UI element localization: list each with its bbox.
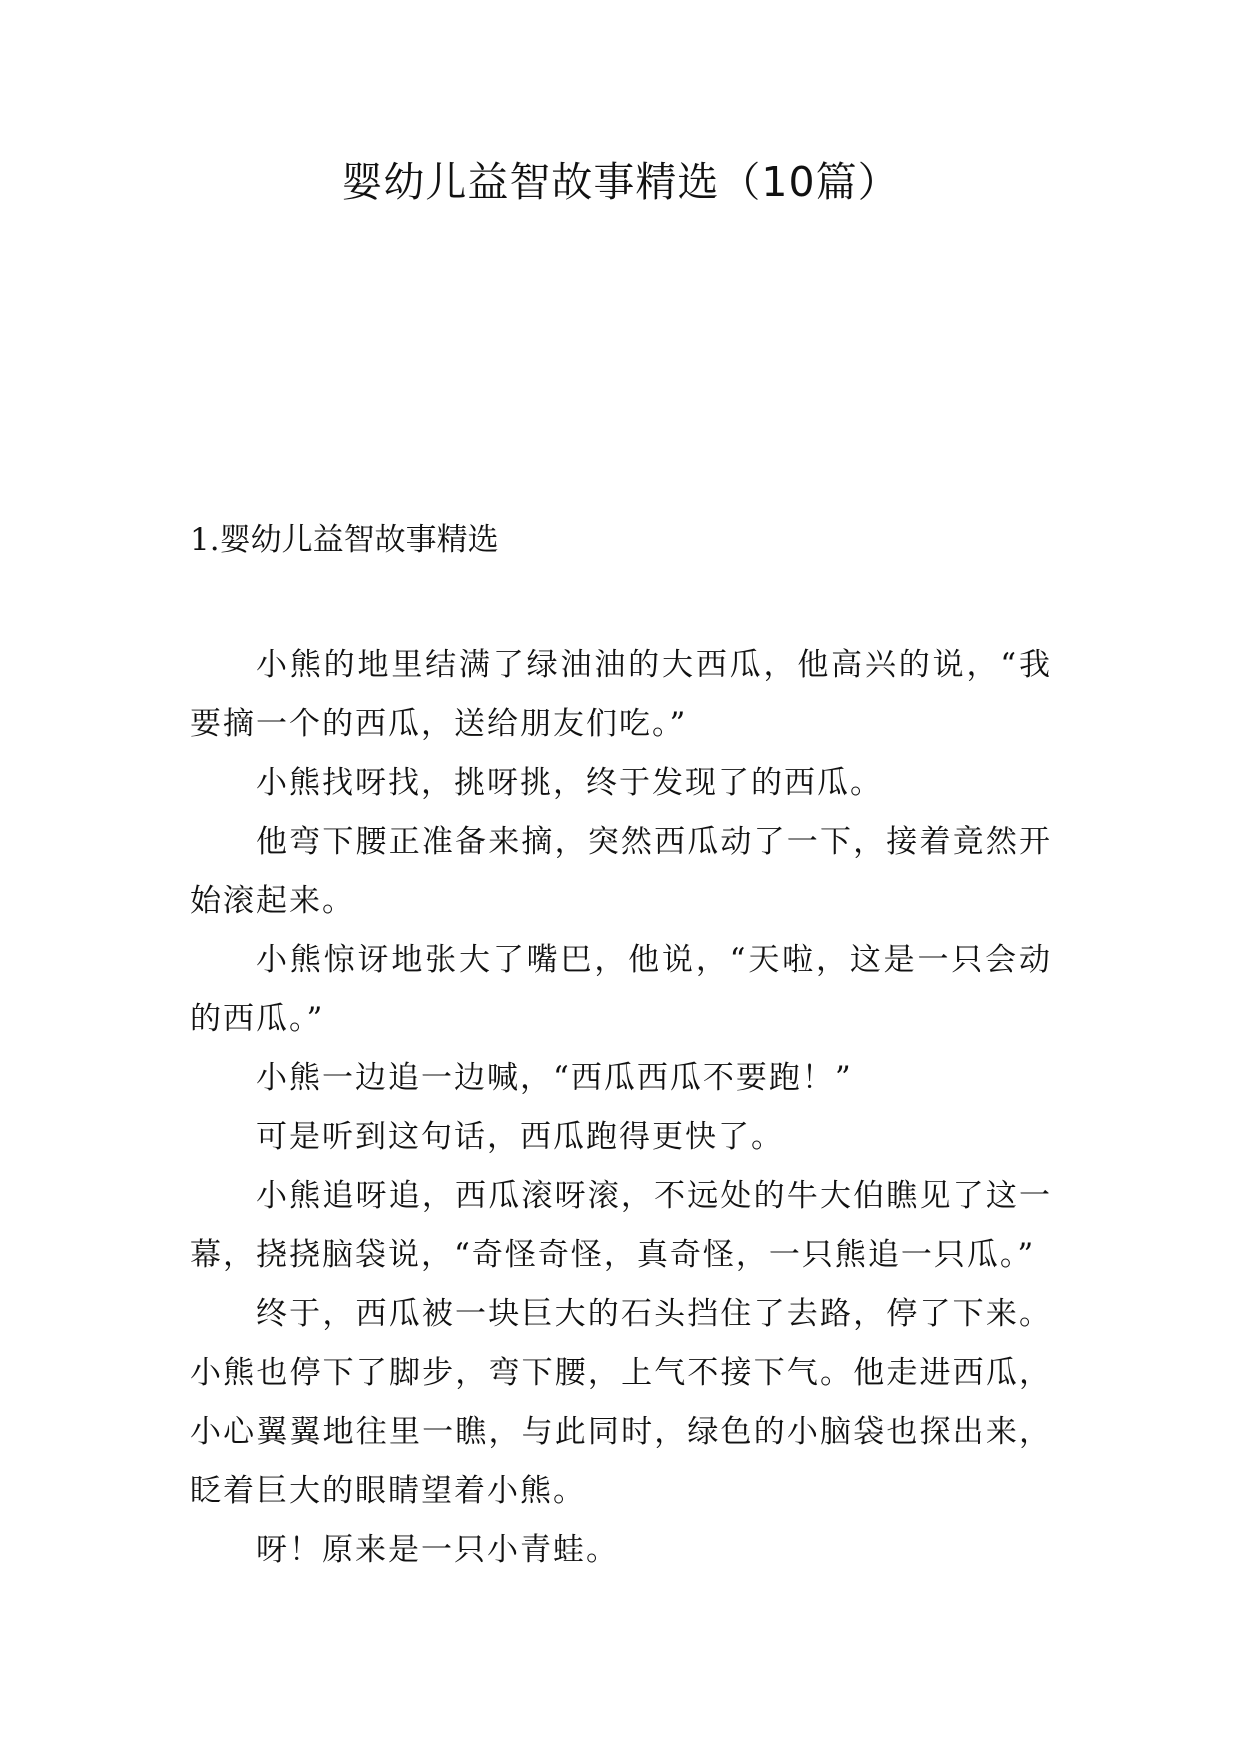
story-paragraph: 小熊惊讶地张大了嘴巴，他说，“天啦，这是一只会动的西瓜。”	[190, 942, 1052, 1037]
story-paragraph: 小熊找呀找，挑呀挑，终于发现了的西瓜。	[256, 765, 883, 801]
story-paragraph: 小熊追呀追，西瓜滚呀滚，不远处的牛大伯瞧见了这一幕，挠挠脑袋说，“奇怪奇怪，真奇怪，一只熊追一只瓜。”	[190, 1178, 1052, 1273]
section-heading: 1.婴幼儿益智故事精选	[190, 522, 499, 558]
document-title: 婴幼儿益智故事精选（10篇）	[341, 158, 900, 206]
story-paragraph: 终于，西瓜被一块巨大的石头挡住了去路，停了下来。小熊也停下了脚步，弯下腰，上气不接下气。他走进西瓜，小心翼翼地往里一瞧，与此同时，绿色的小脑袋也探出来，眨着巨大的眼睛望着小熊。	[190, 1296, 1052, 1509]
story-body	[190, 636, 1052, 1580]
story-paragraph: 他弯下腰正准备来摘，突然西瓜动了一下，接着竟然开始滚起来。	[190, 824, 1052, 919]
story-paragraph: 小熊一边追一边喊，“西瓜西瓜不要跑！”	[256, 1060, 853, 1096]
story-paragraph: 可是听到这句话，西瓜跑得更快了。	[256, 1119, 784, 1155]
story-paragraph: 小熊的地里结满了绿油油的大西瓜，他高兴的说，“我要摘一个的西瓜，送给朋友们吃。”	[190, 647, 1052, 742]
story-paragraph: 呀！原来是一只小青蛙。	[256, 1532, 619, 1568]
